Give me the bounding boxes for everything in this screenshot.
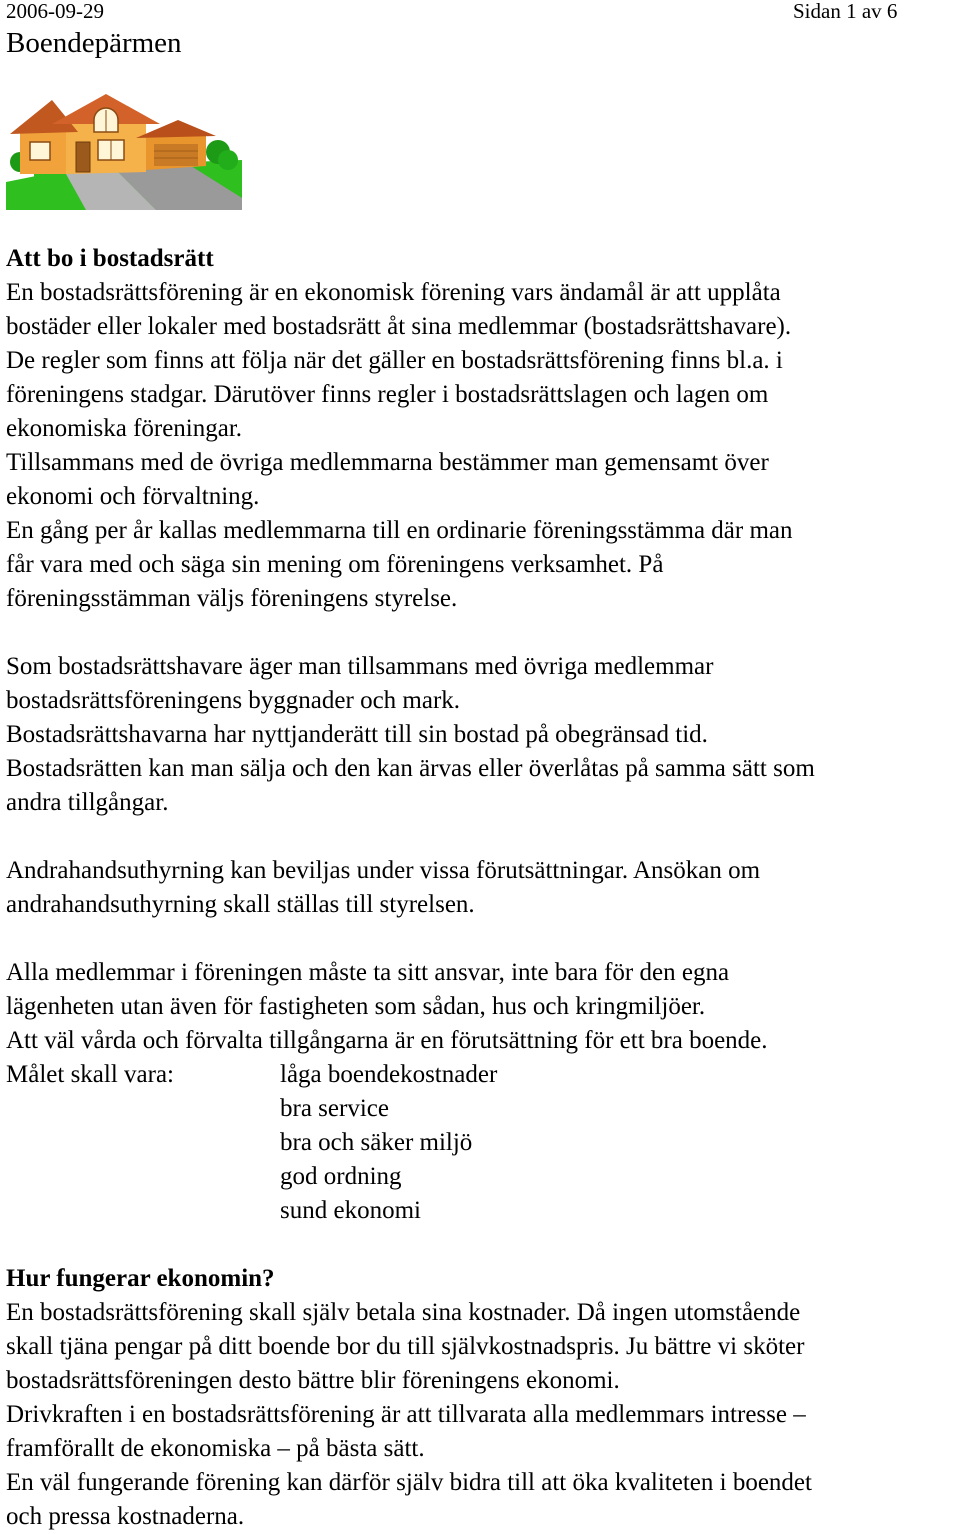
paragraph-gap xyxy=(6,820,960,854)
section-heading: Att bo i bostadsrätt xyxy=(6,245,214,272)
paragraph-gap xyxy=(6,922,960,956)
text-line: ekonomiska föreningar. xyxy=(6,415,243,442)
text-line: En gång per år kallas medlemmarna till en ordinarie föreningsstämma där man xyxy=(6,517,793,544)
text-line: Tillsammans med de övriga medlemmarna bestämmer man gemensamt över xyxy=(6,449,769,476)
text-line: får vara med och säga sin mening om föreningens verksamhet. På xyxy=(6,551,664,578)
goal-item: god ordning xyxy=(280,1163,402,1190)
text-line: bostadsrättsföreningens byggnader och mark. xyxy=(6,687,461,714)
goal-item: låga boendekostnader xyxy=(280,1061,498,1088)
document-page xyxy=(6,0,956,1530)
text-line: lägenheten utan även för fastigheten som sådan, hus och kringmiljöer. xyxy=(6,993,706,1020)
text-line: skall tjäna pengar på ditt boende bor du till självkostnadspris. Ju bättre vi sköter xyxy=(6,1333,805,1360)
section-heading: Hur fungerar ekonomin? xyxy=(6,1265,275,1292)
paragraph-gap xyxy=(6,616,960,650)
goal-item: bra och säker miljö xyxy=(280,1129,473,1156)
text-line: andra tillgångar. xyxy=(6,789,169,816)
page-number: Sidan 1 av 6 xyxy=(793,0,898,23)
goal-item: bra service xyxy=(280,1095,389,1122)
text-line: föreningens stadgar. Därutöver finns regler i bostadsrättslagen och lagen om xyxy=(6,381,769,408)
text-line: andrahandsuthyrning skall ställas till styrelsen. xyxy=(6,891,475,918)
house-icon xyxy=(6,90,242,210)
text-line: Drivkraften i en bostadsrättsförening är att tillvarata alla medlemmars intresse – xyxy=(6,1401,806,1428)
text-line: En bostadsrättsförening skall själv betala sina kostnader. Då ingen utomstående xyxy=(6,1299,801,1326)
page-header xyxy=(6,0,956,26)
document-title: Boendepärmen xyxy=(6,27,182,59)
goal-item: sund ekonomi xyxy=(280,1197,421,1224)
text-line: De regler som finns att följa när det gäller en bostadsrättsförening finns bl.a. i xyxy=(6,347,783,374)
text-line: och pressa kostnaderna. xyxy=(6,1503,245,1530)
header-date: 2006-09-29 xyxy=(6,0,104,23)
document-body xyxy=(6,242,960,1534)
text-line: Som bostadsrättshavare äger man tillsammans med övriga medlemmar xyxy=(6,653,714,680)
paragraph-gap xyxy=(6,1228,960,1262)
text-line: Andrahandsuthyrning kan beviljas under vissa förutsättningar. Ansökan om xyxy=(6,857,761,884)
text-line: En väl fungerande förening kan därför själv bidra till att öka kvaliteten i boendet xyxy=(6,1469,812,1496)
text-line: En bostadsrättsförening är en ekonomisk förening vars ändamål är att upplåta xyxy=(6,279,781,306)
text-line: ekonomi och förvaltning. xyxy=(6,483,260,510)
text-line: Alla medlemmar i föreningen måste ta sitt ansvar, inte bara för den egna xyxy=(6,959,730,986)
goals-label: Målet skall vara: xyxy=(6,1061,174,1088)
text-line: bostäder eller lokaler med bostadsrätt åt sina medlemmar (bostadsrättshavare). xyxy=(6,313,792,340)
text-line: framförallt de ekonomiska – på bästa sätt. xyxy=(6,1435,425,1462)
text-line: Att väl vårda och förvalta tillgångarna är en förutsättning för ett bra boende. xyxy=(6,1027,768,1054)
text-line: Bostadsrättshavarna har nyttjanderätt till sin bostad på obegränsad tid. xyxy=(6,721,708,748)
goals-list xyxy=(6,1058,960,1228)
text-line: Bostadsrätten kan man sälja och den kan ärvas eller överlåtas på samma sätt som xyxy=(6,755,815,782)
text-line: bostadsrättsföreningen desto bättre blir föreningens ekonomi. xyxy=(6,1367,620,1394)
text-line: föreningsstämman väljs föreningens styrelse. xyxy=(6,585,458,612)
